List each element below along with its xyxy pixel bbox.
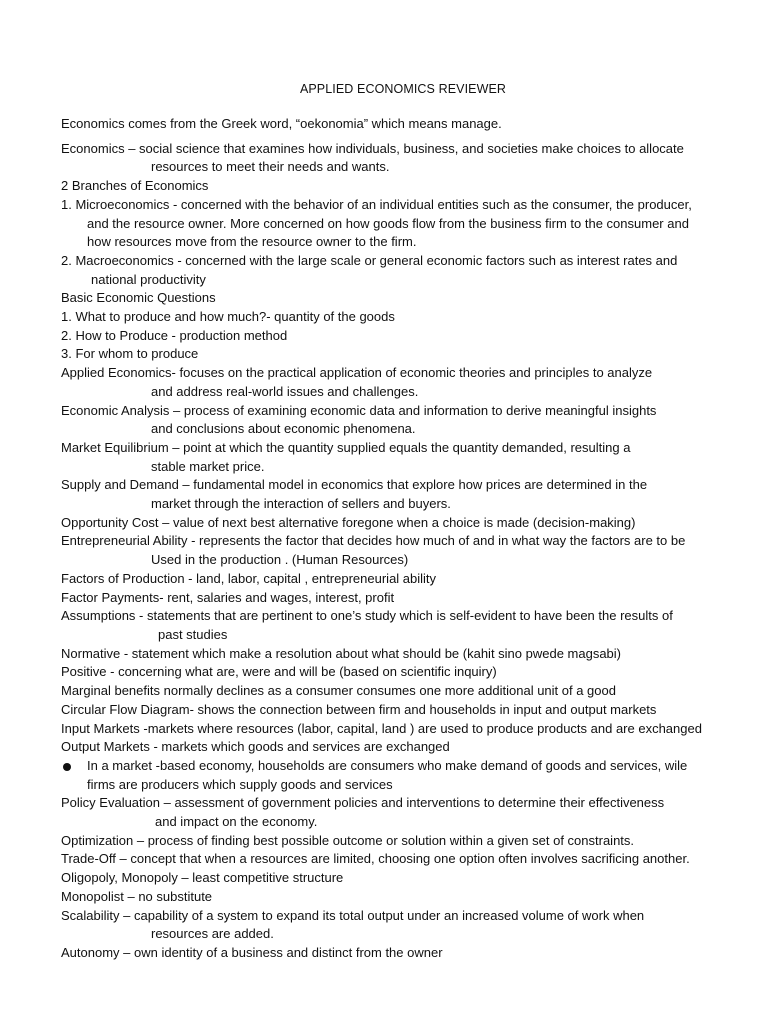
monopolist-definition: Monopolist – no substitute — [61, 888, 213, 904]
market-equilibrium-definition: Market Equilibrium – point at which the quantity supplied equals the quantity demanded, resulting a — [61, 439, 631, 455]
document-body — [61, 115, 751, 963]
economics-definition-cont: resources to meet their needs and wants. — [151, 159, 390, 175]
bullet-icon — [63, 763, 71, 771]
applied-economics-definition: Applied Economics- focuses on the practical application of economic theories and principles to analyze — [61, 365, 653, 381]
entrepreneurial-ability-definition-cont: Used in the production . (Human Resources) — [151, 552, 409, 568]
economics-definition: Economics – social science that examines how individuals, business, and societies make choices to allocate — [61, 140, 684, 156]
positive-definition: Positive - concerning what are, were and will be (based on scientific inquiry) — [61, 664, 497, 680]
policy-evaluation-definition-cont: and impact on the economy. — [155, 814, 318, 830]
market-equilibrium-definition-cont: stable market price. — [151, 458, 265, 474]
document-title: APPLIED ECONOMICS REVIEWER — [299, 82, 507, 96]
questions-heading: Basic Economic Questions — [61, 290, 216, 306]
autonomy-definition: Autonomy – own identity of a business and distinct from the owner — [61, 944, 443, 960]
normative-definition: Normative - statement which make a resolution about what should be (kahit sino pwede magsabi) — [61, 645, 622, 661]
opportunity-cost-definition: Opportunity Cost – value of next best alternative foregone when a choice is made (decision-making) — [61, 514, 636, 530]
macroeconomics-item-cont: national productivity — [91, 271, 206, 287]
microeconomics-item-cont: how resources move from the resource owner to the firm. — [87, 234, 417, 250]
marginal-benefits-note: Marginal benefits normally declines as a consumer consumes one more additional unit of a good — [61, 683, 616, 699]
microeconomics-item: 1. Microeconomics - concerned with the behavior of an individual entities such as the consumer, the producer, — [61, 196, 692, 212]
assumptions-definition-cont: past studies — [158, 626, 228, 642]
economic-analysis-definition-cont: and conclusions about economic phenomena. — [151, 421, 416, 437]
economic-analysis-definition: Economic Analysis – process of examining economic data and information to derive meaningful insights — [61, 402, 657, 418]
trade-off-definition: Trade-Off – concept that when a resources are limited, choosing one option often involves sacrificing another. — [61, 851, 690, 867]
policy-evaluation-definition: Policy Evaluation – assessment of government policies and interventions to determine their effectiveness — [61, 795, 665, 811]
assumptions-definition: Assumptions - statements that are pertinent to one’s study which is self-evident to have been the results of — [61, 608, 673, 624]
supply-demand-definition-cont: market through the interaction of sellers and buyers. — [151, 496, 451, 512]
optimization-definition: Optimization – process of finding best possible outcome or solution within a given set of constraints. — [61, 832, 635, 848]
supply-demand-definition: Supply and Demand – fundamental model in economics that explore how prices are determined in the — [61, 477, 648, 493]
macroeconomics-item: 2. Macroeconomics - concerned with the large scale or general economic factors such as interest rates and — [61, 252, 678, 268]
output-markets-definition: Output Markets - markets which goods and services are exchanged — [61, 739, 450, 755]
microeconomics-item-cont: and the resource owner. More concerned on how goods flow from the business firm to the consumer and — [87, 215, 689, 231]
bullet-item — [61, 757, 751, 776]
intro-paragraph: Economics comes from the Greek word, “oekonomia” which means manage. — [61, 116, 502, 131]
circular-flow-definition: Circular Flow Diagram- shows the connection between firm and households in input and output markets — [61, 701, 657, 717]
question-item: 3. For whom to produce — [61, 346, 199, 362]
scalability-definition-cont: resources are added. — [151, 926, 274, 942]
branches-heading: 2 Branches of Economics — [61, 178, 209, 194]
factor-payments-definition: Factor Payments- rent, salaries and wages, interest, profit — [61, 589, 395, 605]
oligopoly-definition: Oligopoly, Monopoly – least competitive structure — [61, 870, 344, 886]
applied-economics-definition-cont: and address real-world issues and challenges. — [151, 383, 419, 399]
factors-of-production-definition: Factors of Production - land, labor, capital , entrepreneurial ability — [61, 570, 437, 586]
bullet-text-cont: firms are producers which supply goods and services — [87, 776, 393, 792]
scalability-definition: Scalability – capability of a system to expand its total output under an increased volume of work when — [61, 907, 645, 923]
question-item: 2. How to Produce - production method — [61, 327, 288, 343]
question-item: 1. What to produce and how much?- quantity of the goods — [61, 309, 395, 325]
input-markets-definition: Input Markets -markets where resources (labor, capital, land ) are used to produce products and are exchanged — [61, 720, 702, 736]
entrepreneurial-ability-definition: Entrepreneurial Ability - represents the factor that decides how much of and in what way the factors are to be — [61, 533, 686, 549]
bullet-text: In a market -based economy, households are consumers who make demand of goods and services, wile — [87, 757, 688, 773]
